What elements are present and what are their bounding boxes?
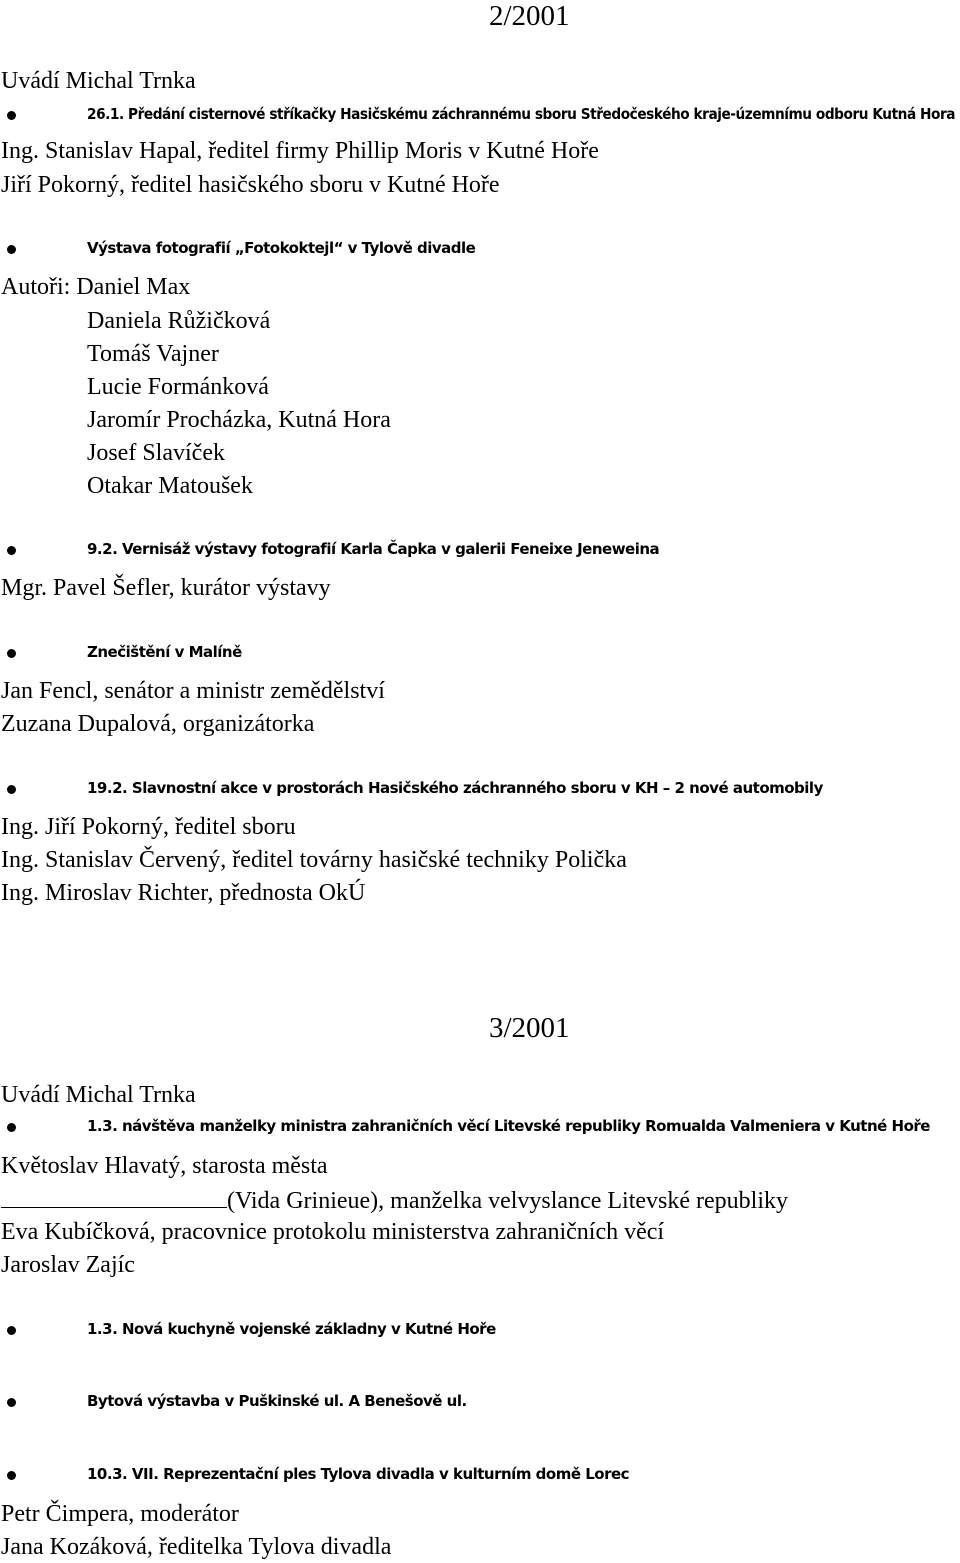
author-line: Josef Slavíček (87, 440, 225, 466)
author-line: Daniela Růžičková (87, 308, 271, 334)
section-heading: 1.3. Nová kuchyně vojenské základny v Kutné Hoře (87, 1320, 496, 1338)
person-line: Jan Fencl, senátor a ministr zemědělství (1, 678, 385, 704)
presenter-line: Uvádí Michal Trnka (1, 1082, 196, 1108)
section-heading: Výstava fotografií „Fotokoktejl“ v Tylově divadle (87, 239, 476, 257)
author-line: Otakar Matoušek (87, 473, 253, 499)
person-line-with-blank (1, 1185, 788, 1215)
bullet-icon (7, 546, 16, 555)
person-line: Jaroslav Zajíc (1, 1252, 135, 1278)
bullet-icon (7, 785, 16, 794)
bullet-icon (7, 1471, 16, 1480)
issue-number: 3/2001 (489, 1012, 570, 1044)
author-line: Lucie Formánková (87, 374, 269, 400)
section-heading: 9.2. Vernisáž výstavy fotografií Karla Čapka v galerii Feneixe Jeneweina (87, 540, 660, 558)
author-line: Tomáš Vajner (87, 341, 219, 367)
section-heading: Znečištění v Malíně (87, 643, 242, 661)
bullet-icon (7, 1326, 16, 1335)
authors-label-line: Autoři: Daniel Max (1, 274, 191, 300)
person-line: Mgr. Pavel Šefler, kurátor výstavy (1, 575, 331, 601)
person-line: Ing. Jiří Pokorný, ředitel sboru (1, 814, 296, 840)
author-line: Jaromír Procházka, Kutná Hora (87, 407, 391, 433)
person-line: Ing. Stanislav Červený, ředitel továrny hasičské techniky Polička (1, 847, 627, 873)
bullet-icon (7, 649, 16, 658)
bullet-icon (7, 111, 16, 120)
issue-number: 2/2001 (489, 0, 570, 32)
section-heading: Bytová výstavba v Puškinské ul. A Benešově ul. (87, 1392, 467, 1410)
person-line: Jana Kozáková, ředitelka Tylova divadla (1, 1534, 392, 1560)
person-line-text: (Vida Grinieue), manželka velvyslance Litevské republiky (227, 1188, 789, 1214)
bullet-icon (7, 1398, 16, 1407)
section-heading: 1.3. návštěva manželky ministra zahraničních věcí Litevské republiky Romualda Valmeniera v Kutné Hoře (87, 1117, 930, 1135)
person-line: Jiří Pokorný, ředitel hasičského sboru v Kutné Hoře (1, 172, 500, 198)
bullet-icon (7, 245, 16, 254)
section-heading: 19.2. Slavnostní akce v prostorách Hasičského záchranného sboru v KH – 2 nové automobily (87, 779, 823, 797)
person-line: Ing. Miroslav Richter, přednosta OkÚ (1, 880, 366, 906)
person-line: Ing. Stanislav Hapal, ředitel firmy Phillip Moris v Kutné Hoře (1, 138, 599, 164)
presenter-line: Uvádí Michal Trnka (1, 68, 196, 94)
person-line: Petr Čimpera, moderátor (1, 1501, 239, 1527)
section-heading: 10.3. VII. Reprezentační ples Tylova divadla v kulturním domě Lorec (87, 1465, 630, 1483)
bullet-icon (7, 1123, 16, 1132)
blank-name-underline (1, 1185, 227, 1208)
section-heading: 26.1. Předání cisternové stříkačky Hasičskému záchrannému sboru Středočeského kraje-územnímu odboru Kutná Hora (87, 105, 956, 123)
person-line: Květoslav Hlavatý, starosta města (1, 1153, 328, 1179)
person-line: Zuzana Dupalová, organizátorka (1, 711, 315, 737)
person-line: Eva Kubíčková, pracovnice protokolu ministerstva zahraničních věcí (1, 1219, 665, 1245)
